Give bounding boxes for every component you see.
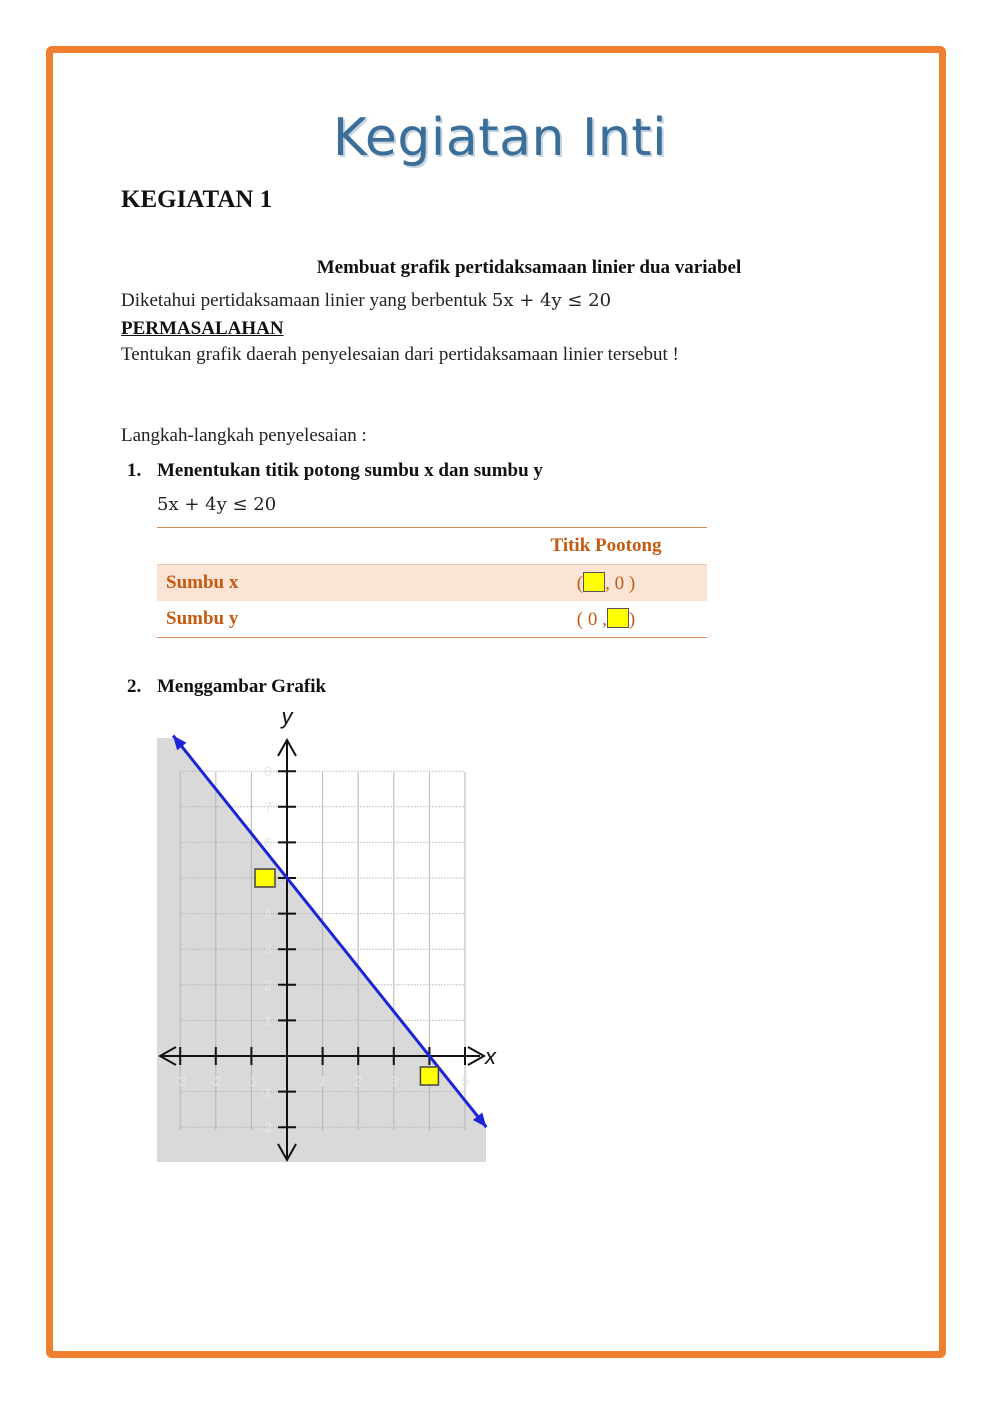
x-axis-label: x <box>485 1044 496 1069</box>
paren-close: , 0 ) <box>605 572 636 594</box>
y-tick-label: 2 <box>264 976 272 993</box>
x-tick-label: 2 <box>354 1073 363 1089</box>
table-row <box>157 601 707 638</box>
step-2-title: Menggambar Grafik <box>157 676 327 697</box>
y-tick-label: -2 <box>259 1119 272 1136</box>
step-2-number: 2. <box>127 676 142 697</box>
x-tick-label: 5 <box>461 1073 469 1089</box>
steps-intro: Langkah-langkah penyelesaian : <box>121 425 367 446</box>
x-tick-label: 1 <box>318 1073 327 1089</box>
problem-text: Tentukan grafik daerah penyelesaian dari pertidaksamaan linier tersebut ! <box>121 344 679 365</box>
page-title: Kegiatan Inti <box>332 108 668 168</box>
y-tick-label: 3 <box>264 941 272 958</box>
row-value-x <box>505 565 707 602</box>
inequality-1: 5x + 4y ≤ 20 <box>491 290 612 311</box>
y-tick-label: 6 <box>264 834 272 851</box>
inequality-2: 5x + 4y ≤ 20 <box>157 494 277 515</box>
answer-box-x-intercept-graph[interactable] <box>420 1067 438 1085</box>
y-tick-label: 4 <box>264 905 272 922</box>
answer-box-x-intercept[interactable] <box>583 572 605 592</box>
problem-label: PERMASALAHAN <box>121 318 284 339</box>
answer-box-y-intercept-graph[interactable] <box>255 869 275 887</box>
step-1-heading <box>127 460 543 482</box>
y-tick-label: 8 <box>264 763 272 780</box>
given-statement <box>121 290 611 312</box>
x-tick-label: 3 <box>389 1073 398 1089</box>
table-row <box>157 565 707 602</box>
x-tick-label: -2 <box>209 1073 223 1089</box>
y-axis-label: y <box>281 704 293 729</box>
inequality-graph <box>150 700 500 1170</box>
x-tick-label: -3 <box>173 1073 187 1089</box>
activity-heading: KEGIATAN 1 <box>121 186 273 213</box>
row-label-x: Sumbu x <box>157 565 505 602</box>
row-label-y: Sumbu y <box>157 601 505 638</box>
table-header: Titik Pootong <box>505 528 707 565</box>
paren-open: ( <box>576 572 584 594</box>
paren-close: ) <box>628 608 636 630</box>
step-1-number: 1. <box>127 460 142 481</box>
step-2-heading <box>127 676 326 698</box>
answer-box-y-intercept[interactable] <box>607 608 629 628</box>
row-value-y <box>505 601 707 638</box>
activity-subtitle: Membuat grafik pertidaksamaan linier dua variabel <box>316 257 742 278</box>
x-tick-label: -1 <box>245 1073 258 1089</box>
y-tick-label: -1 <box>259 1083 272 1100</box>
step-1-title: Menentukan titik potong sumbu x dan sumbu y <box>157 460 543 481</box>
intercept-table <box>157 527 707 638</box>
paren-open: ( 0 , <box>576 608 607 630</box>
y-tick-label: 7 <box>264 798 272 815</box>
y-tick-label: 1 <box>264 1012 272 1029</box>
given-text: Diketahui pertidaksamaan linier yang berbentuk <box>121 290 488 311</box>
